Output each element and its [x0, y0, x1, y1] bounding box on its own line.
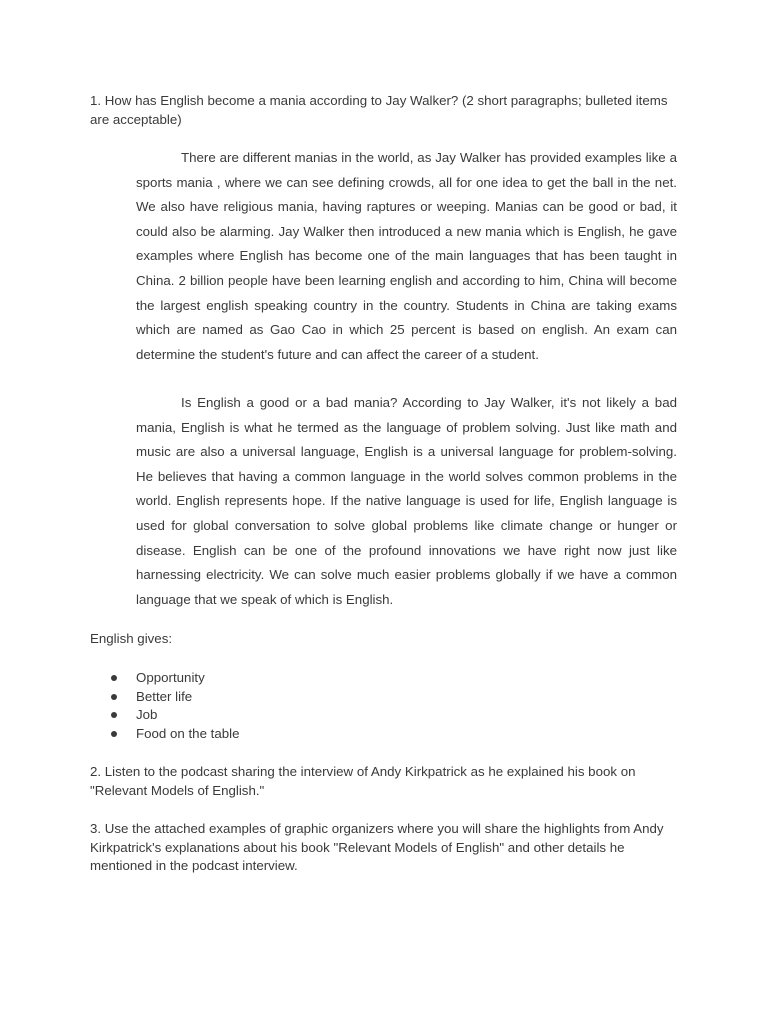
english-gives-list	[111, 669, 240, 743]
list-item	[111, 725, 240, 744]
bullet-icon	[111, 712, 117, 718]
list-item-text: Opportunity	[136, 670, 205, 685]
bullet-icon	[111, 675, 117, 681]
question-3: 3. Use the attached examples of graphic organizers where you will share the highlights from Andy Kirkpatrick's explanations about his book "Relevant Models of English" and other details he mentioned in the podcast interview.	[90, 821, 664, 873]
question-1: 1. How has English become a mania according to Jay Walker? (2 short paragraphs; bulleted items are acceptable)	[90, 93, 668, 127]
question-2: 2. Listen to the podcast sharing the interview of Andy Kirkpatrick as he explained his book on "Relevant Models of English."	[90, 764, 636, 798]
list-item	[111, 669, 240, 688]
answer-paragraph-1: There are different manias in the world, as Jay Walker has provided examples like a sports mania , where we can see defining crowds, all for one idea to get the ball in the net. We also have religious mania, having raptures or weeping. Manias can be good or bad, it could also be alarming. Jay Walker then introduced a new mania which is English, he gave examples where English has become one of the main languages that has been taught in China. 2 billion people have been learning english and according to him, China will become the largest english speaking country in the country. Students in China are taking exams which are named as Gao Cao in which 25 percent is based on english. An exam can determine the student's future and can affect the career of a student.	[136, 150, 677, 362]
list-item-text: Food on the table	[136, 725, 240, 741]
english-gives-heading: English gives:	[90, 631, 173, 646]
list-item	[111, 688, 240, 707]
list-item	[111, 706, 240, 725]
answer-paragraph-2: Is English a good or a bad mania? According to Jay Walker, it's not likely a bad mania, English is what he termed as the language of problem solving. Just like math and music are also a universal language, English is a universal language for problem-solving. He believes that having a common language in the world solves common problems in the world. English represents hope. If the native language is used for life, English language is used for global conversation to solve global problems like climate change or hunger or disease. English can be one of the profound innovations we have right now just like harnessing electricity. We can solve much easier problems globally if we have a common language that we speak of which is English.	[136, 395, 677, 607]
bullet-icon	[111, 731, 117, 737]
list-item-text: Better life	[136, 688, 193, 704]
bullet-icon	[111, 694, 117, 700]
list-item-text: Job	[136, 707, 158, 722]
